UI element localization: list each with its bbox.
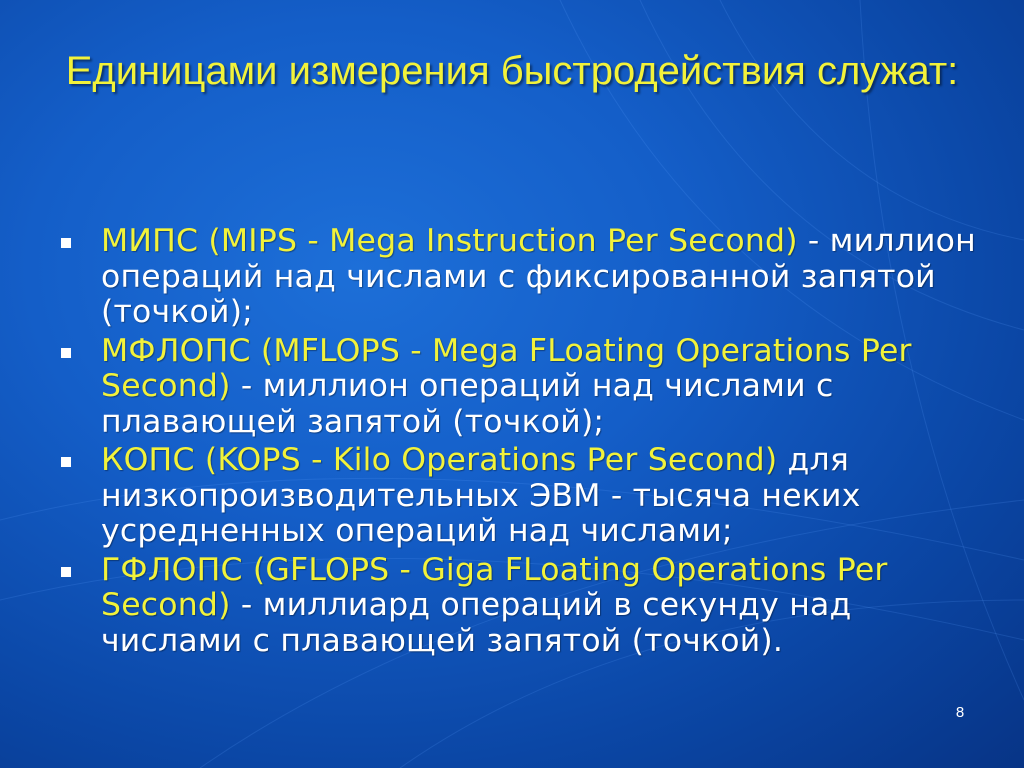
item-term: КОПС (KOPS - Kilo Operations Per Second) xyxy=(101,442,778,478)
item-term: ГФЛОПС (GFLOPS - Giga FLoating Operations Per Second) xyxy=(101,551,888,623)
item-term: МИПС (MIPS - Mega Instruction Per Second) xyxy=(101,223,798,259)
list-item xyxy=(58,224,978,331)
square-bullet-icon xyxy=(61,348,71,358)
item-description: для низкопроизводительных ЭВМ - тысяча неких усредненных операций над числами; xyxy=(101,442,861,549)
square-bullet-icon xyxy=(61,457,71,467)
bullet-list xyxy=(58,224,978,662)
item-term: МФЛОПС (MFLOPS - Mega FLoating Operations Per Second) xyxy=(101,332,912,404)
square-bullet-icon xyxy=(61,567,71,577)
square-bullet-icon xyxy=(61,238,71,248)
page-number: 8 xyxy=(955,704,965,721)
item-description: - миллиард операций в секунду над числами с плавающей запятой (точкой). xyxy=(101,587,852,659)
slide-title: Единицами измерения быстродействия служат: xyxy=(65,49,959,93)
list-item xyxy=(58,334,978,441)
item-description: - миллион операций над числами с плавающей запятой (точкой); xyxy=(101,368,834,440)
item-description: - миллион операций над числами с фиксированной запятой (точкой); xyxy=(101,223,976,330)
list-item xyxy=(58,443,978,550)
list-item xyxy=(58,553,978,660)
